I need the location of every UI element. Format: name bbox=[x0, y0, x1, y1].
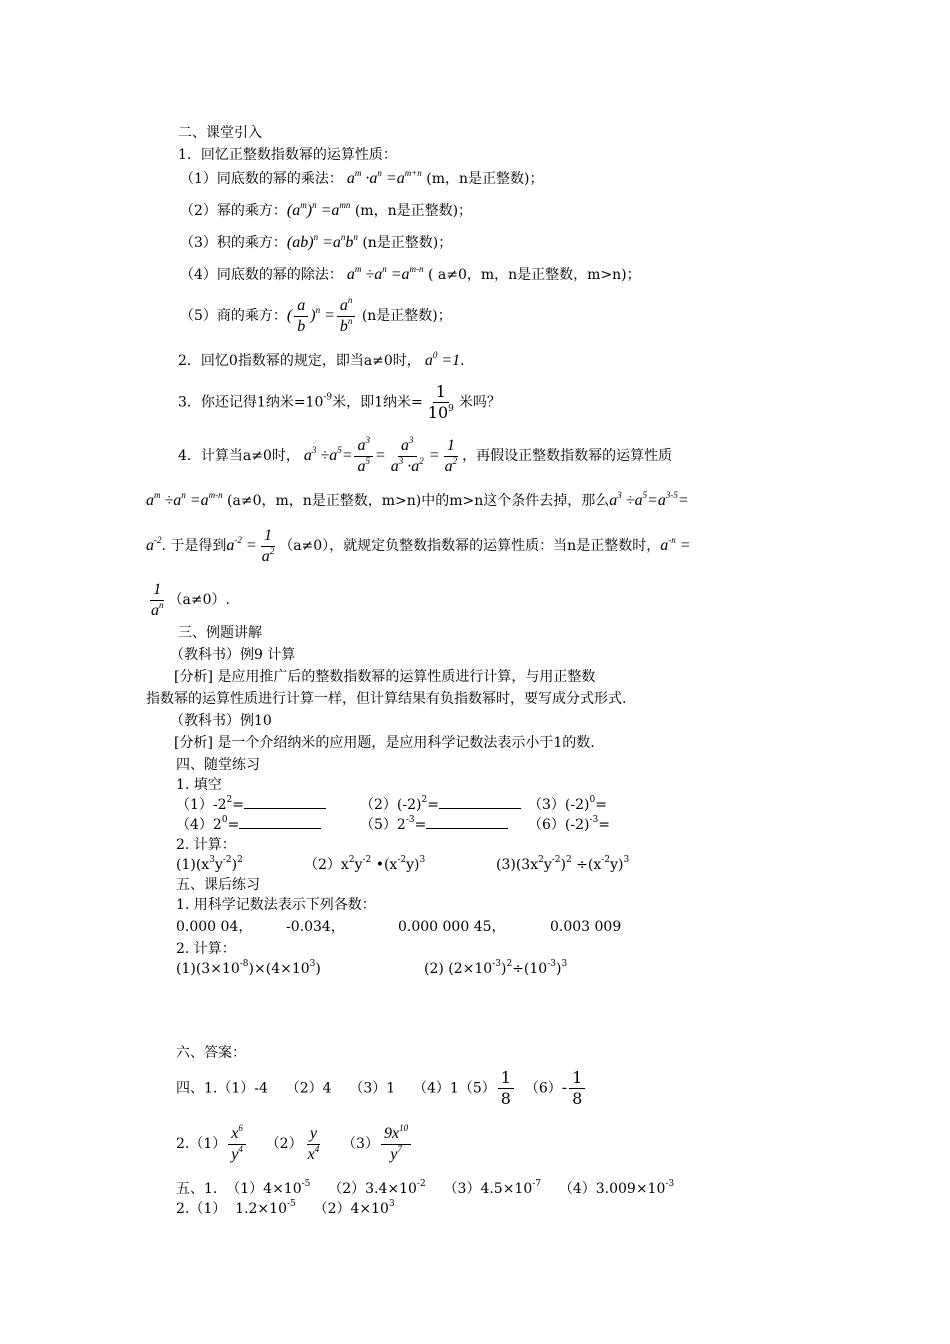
analysis-1: [分析] 是应用推广后的整数指数幂的运算性质进行计算，与用正整数 bbox=[174, 669, 596, 685]
heading-homework: 五、课后练习 bbox=[176, 877, 260, 893]
heading-practice: 四、随堂练习 bbox=[176, 757, 260, 773]
example-10: （教科书）例10 bbox=[170, 713, 272, 729]
heading-examples: 三、例题讲解 bbox=[178, 625, 262, 641]
sci-number-3: 0.000 000 45， bbox=[398, 919, 506, 935]
heading-classroom-intro: 二、课堂引入 bbox=[178, 125, 262, 141]
fill-item-5: $(5)2^{-3}=$ bbox=[360, 816, 508, 834]
fill-item-4: $(4)2^0=$ bbox=[176, 816, 321, 834]
fill-item-2: $(2)(-2)^2=$ bbox=[360, 796, 521, 814]
fill-prompt: 1. 填空 bbox=[176, 777, 222, 793]
calc-prompt: 2. 计算： bbox=[176, 837, 236, 853]
sci-number-4: 0.003 009 bbox=[550, 919, 622, 935]
rule-product: （1）同底数的幂的乘法： $a^m \cdot a^n =a^{m+n}$ (m，n是正整数)； bbox=[180, 168, 544, 187]
fill-item-1: $(1)-2^2=$ bbox=[176, 796, 326, 814]
analysis-1-cont: 指数幂的运算性质进行计算一样，但计算结果有负指数幂时，要写成分式形式. bbox=[146, 691, 627, 707]
calc-item-1: $(1)(x^3y^{-2})^2$ bbox=[176, 855, 243, 873]
sci-prompt: 1. 用科学记数法表示下列各数： bbox=[176, 897, 376, 913]
heading-answers: 六、答案： bbox=[176, 1045, 246, 1061]
calc-item-2: $(2)x^2y^{-2}$ $•(x^{-2}y)^3$ bbox=[304, 855, 426, 873]
rule-power: （2）幂的乘方：$(a^m)^n =a^{mn}$ (m，n是正整数)； bbox=[180, 200, 473, 219]
answers-practice-1: 四、1.（1）-4 （2）4 （3）1 （4）1（5） $\frac{1}{8}$ （6）- $\frac{1}{8}$ bbox=[176, 1068, 587, 1109]
homework-calc-prompt: 2. 计算： bbox=[176, 941, 236, 957]
rule-quotient: （4）同底数的幂的除法： $a^m \div a^n =a^{m-n}$ ( a≠0，m，n是正整数，m>n)； bbox=[180, 264, 641, 283]
compute-line-3: $a^{-2}$. 于是得到$a^{-2}$ = $\frac{1}{a^2}$ （a≠0），就规定负整数指数幂的运算性质：当n是正整数时，$a^{-n}$ = bbox=[146, 527, 691, 565]
answers-practice-2: 2.（1） $\frac{x^6}{y^4}$ （2） $\frac{y}{x^4}$ （3） $\frac{9x^{10}}{y^7}$ bbox=[176, 1124, 413, 1165]
nanometer-question: 3．你还记得1纳米$=10^{-9}$米，即1纳米= $\frac{1}{10^9}$ 米吗？ bbox=[178, 382, 501, 422]
fill-item-6: $(6)(-2)^{-3}=$ bbox=[528, 815, 610, 833]
calc-item-3: $(3)(3x^2y^{-2})^2 \div(x^{-2}y)^3$ bbox=[496, 855, 630, 873]
answers-homework-1: 五、1. $(1)4\times 10^{-5}$ $(2)3.4\times 10^{-2}$ $(3)4.5\times 10^{-7}$ $(4)3.009\times 10^{-3}$ bbox=[176, 1179, 675, 1197]
compute-line-4: $\frac{1}{a^n}$ （a≠0）. bbox=[151, 581, 230, 619]
sci-number-2: -0.034， bbox=[286, 919, 345, 935]
homework-calc-1: $(1)(3\times 10^{-8})\times(4\times 10^3)$ bbox=[176, 959, 321, 977]
rule-product-power: （3）积的乘方：$(ab)^n =a^nb^n$ (n是正整数)； bbox=[180, 232, 453, 251]
homework-calc-2: (2) $(2\times 10^{-3})^2\div(10^{-3})^3$ bbox=[424, 959, 568, 977]
fill-item-3: $(3)(-2)^0=$ bbox=[528, 795, 607, 813]
example-9: （教科书）例9 计算 bbox=[170, 647, 296, 663]
compute-line-2: $a^m \div a^n =a^{m-n}$ (a≠0，m，n是正整数，m>n)中的m>n这个条件去掉，那么$a^3 \div a^5=a^{3-5}=$ bbox=[146, 490, 689, 509]
sci-number-1: 0.000 04， bbox=[176, 919, 253, 935]
answers-homework-2: 2.（1） $1.2\times 10^{-5}$ $(2)4\times 10^3$ bbox=[176, 1199, 395, 1217]
zero-power-rule: 2．回忆0指数幂的规定，即当a≠0时， $a^0 =1$. bbox=[178, 350, 465, 369]
rule-quotient-power: （5）商的乘方：( $\frac{a}{b}$ )$^n$ = $\frac{a^n}{b^n}$ (n是正整数)； bbox=[180, 295, 452, 335]
recall-prompt: 1．回忆正整数指数幂的运算性质： bbox=[178, 147, 397, 163]
analysis-2: [分析] 是一个介绍纳米的应用题，是应用科学记数法表示小于1的数. bbox=[174, 735, 595, 751]
compute-prompt: 4．计算当a≠0时， $a^3 \div a^5=$ $\frac{a^3}{a^5}$ = $\frac{a^3}{a^3 \cdot a^2}$ = $\frac{1}{a^2}$ ，再假设正整数指数幂的运算性质 bbox=[178, 435, 673, 475]
